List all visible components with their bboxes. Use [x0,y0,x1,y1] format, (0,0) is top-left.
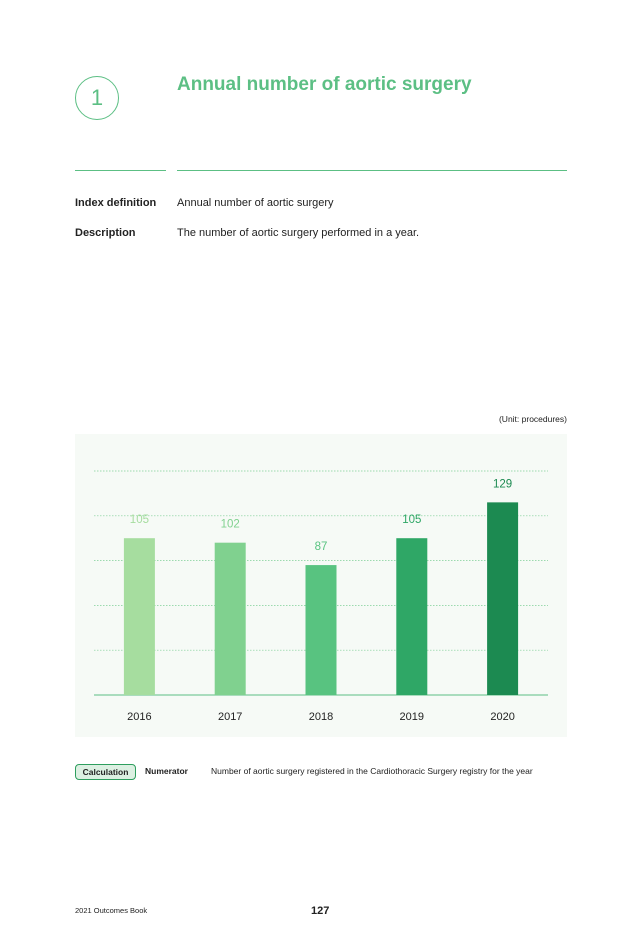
x-tick-label: 2019 [399,711,425,723]
x-tick-label: 2020 [490,711,515,723]
calculation-badge: Calculation [75,764,136,780]
data-label: 129 [493,478,513,491]
bar-chart [75,434,567,737]
footer-book-title: 2021 Outcomes Book [75,906,148,915]
divider-right [177,170,567,171]
bar [215,543,246,695]
x-tick-label: 2016 [127,711,152,723]
data-label: 105 [129,514,149,527]
bar [487,502,518,695]
chart-panel [75,434,567,737]
data-label: 102 [220,518,240,531]
data-label: 105 [402,514,422,527]
divider-left [75,170,166,171]
section-number: 1 [90,85,104,110]
bar [396,538,427,695]
x-tick-label: 2018 [308,711,334,723]
bar [306,565,337,695]
page-number: 127 [311,905,330,917]
unit-label: (Unit: procedures) [498,414,567,424]
numerator-text: Number of aortic surgery registered in the Cardiothoracic Surgery registry for the year [211,766,533,776]
data-label: 87 [314,541,328,554]
section-number-badge [75,76,119,120]
page-title: Annual number of aortic surgery [177,74,472,95]
bar [124,538,155,695]
description-label: Description [75,227,136,239]
description-value: The number of aortic surgery performed in a year. [177,227,420,239]
index-definition-value: Annual number of aortic surgery [177,197,334,209]
index-definition-label: Index definition [75,197,157,209]
numerator-label: Numerator [145,766,188,776]
x-tick-label: 2017 [217,711,243,723]
